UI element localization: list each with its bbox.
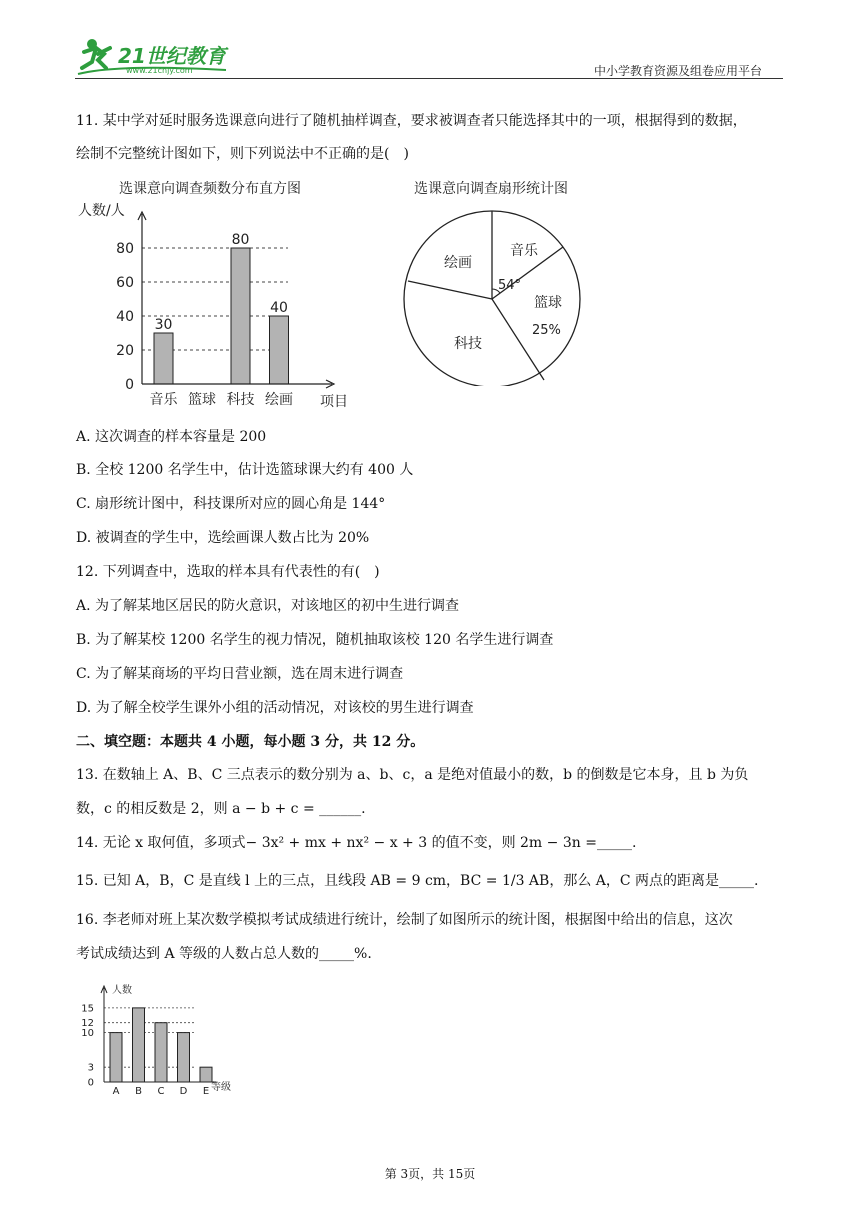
pie-title: 选课意向调查扇形统计图 bbox=[414, 181, 568, 197]
histogram-ylabel: 人数/人 bbox=[78, 203, 125, 219]
q15-text: 15. 已知 A，B，C 是直线 l 上的三点，且线段 AB = 9 cm，BC = 1/3 AB，那么 A，C 两点的距离是_____. bbox=[76, 873, 759, 889]
grade-chart-bar bbox=[178, 1033, 190, 1082]
histogram-bar bbox=[231, 248, 250, 384]
q12-option-d: D. 为了解全校学生课外小组的活动情况，对该校的男生进行调查 bbox=[76, 700, 474, 716]
q16-line1: 16. 李老师对班上某次数学模拟考试成绩进行统计，绘制了如图所示的统计图，根据图中给出的信息，这次 bbox=[76, 912, 733, 928]
pie-label-basketball: 篮球 bbox=[534, 295, 562, 311]
histogram-yticks bbox=[116, 241, 134, 393]
pie-slice-border-bottom bbox=[492, 299, 544, 380]
histogram-ytick-label: 40 bbox=[116, 309, 134, 325]
grade-chart-xlabel: 等级 bbox=[211, 1082, 231, 1093]
pie-angle-label: 54° bbox=[498, 278, 522, 293]
grade-chart-bar bbox=[155, 1023, 167, 1082]
histogram-xlabel: 项目 bbox=[320, 394, 348, 410]
pie-label-music: 音乐 bbox=[510, 243, 538, 259]
histogram-ytick-label: 0 bbox=[125, 377, 134, 393]
grade-chart-bar bbox=[200, 1067, 212, 1082]
histogram-data-label: 30 bbox=[154, 317, 173, 333]
pie-slice-border-left bbox=[408, 281, 492, 299]
grade-bar-chart bbox=[76, 978, 246, 1098]
q11-stem-line2: 绘制不完整统计图如下，则下列说法中不正确的是( ) bbox=[76, 146, 409, 162]
grade-chart-category-label: C bbox=[157, 1086, 165, 1097]
histogram-category-label: 科技 bbox=[226, 392, 255, 408]
grade-chart-bar bbox=[110, 1033, 122, 1082]
q14-text: 14. 无论 x 取何值，多项式− 3x² + mx + nx² − x + 3 的值不变，则 2m − 3n =_____. bbox=[76, 835, 637, 851]
histogram-data-label: 40 bbox=[270, 300, 288, 316]
q11-option-b: B. 全校 1200 名学生中，估计选篮球课大约有 400 人 bbox=[76, 462, 414, 478]
grade-chart-bars bbox=[110, 1008, 212, 1082]
histogram-category-label: 绘画 bbox=[265, 392, 293, 408]
grade-chart-category-label: E bbox=[202, 1086, 210, 1097]
header-divider bbox=[75, 78, 783, 79]
platform-title: 中小学教育资源及组卷应用平台 bbox=[594, 64, 763, 78]
logo-url-text: www.21cnjy.com bbox=[126, 66, 193, 75]
section-2-heading: 二、填空题：本题共 4 小题，每小题 3 分，共 12 分。 bbox=[76, 734, 425, 750]
grade-chart-ytick-label: 15 bbox=[81, 1003, 94, 1015]
grade-chart-category-label: B bbox=[135, 1086, 142, 1097]
histogram-categories bbox=[150, 391, 294, 408]
histogram-bar bbox=[270, 316, 289, 384]
grade-chart-ylabel: 人数 bbox=[112, 985, 132, 996]
q12-stem: 12. 下列调查中，选取的样本具有代表性的有( ) bbox=[76, 564, 380, 580]
pie-label-painting: 绘画 bbox=[444, 255, 472, 271]
q12-option-a: A. 为了解某地区居民的防火意识，对该地区的初中生进行调查 bbox=[76, 598, 460, 614]
q11-option-a: A. 这次调查的样本容量是 200 bbox=[76, 429, 267, 445]
q12-option-c: C. 为了解某商场的平均日营业额，选在周末进行调查 bbox=[76, 666, 404, 682]
histogram-category-label: 音乐 bbox=[149, 392, 178, 408]
histogram-bar bbox=[154, 333, 173, 384]
histogram-category-label: 篮球 bbox=[188, 392, 216, 408]
grade-chart-categories bbox=[113, 1086, 210, 1097]
q12-option-b: B. 为了解某校 1200 名学生的视力情况，随机抽取该校 120 名学生进行调查 bbox=[76, 632, 554, 648]
q11-option-c: C. 扇形统计图中，科技课所对应的圆心角是 144° bbox=[76, 496, 386, 512]
grade-chart-ytick-label: 10 bbox=[81, 1028, 94, 1040]
q13-line2: 数，c 的相反数是 2，则 a − b + c = ______. bbox=[76, 801, 366, 817]
histogram-title: 选课意向调查频数分布直方图 bbox=[119, 181, 301, 197]
histogram-ytick-label: 60 bbox=[116, 275, 134, 291]
grade-chart-category-label: D bbox=[179, 1086, 188, 1097]
q11-stem-line1: 11. 某中学对延时服务选课意向进行了随机抽样调查，要求被调查者只能选择其中的一项，根据得到的数据， bbox=[76, 113, 747, 129]
q16-line2: 考试成绩达到 A 等级的人数占总人数的_____%. bbox=[76, 946, 372, 962]
histogram-data-label: 80 bbox=[231, 232, 250, 248]
pie-percent-label: 25% bbox=[532, 323, 561, 338]
histogram-ytick-label: 20 bbox=[116, 343, 134, 359]
grade-chart-yticks bbox=[81, 1003, 94, 1088]
q13-line1: 13. 在数轴上 A、B、C 三点表示的数分别为 a、b、c，a 是绝对值最小的数，b 的倒数是它本身，且 b 为负 bbox=[76, 767, 749, 783]
histogram-ytick-label: 80 bbox=[116, 241, 134, 257]
grade-chart-bar bbox=[133, 1008, 145, 1082]
grade-chart-ytick-label: 0 bbox=[87, 1077, 94, 1089]
pie-chart bbox=[400, 176, 610, 386]
grade-chart-ytick-label: 3 bbox=[87, 1062, 94, 1074]
logo-main-text: 21世纪教育 bbox=[118, 44, 226, 68]
pie-label-tech: 科技 bbox=[454, 336, 482, 352]
q11-option-d: D. 被调查的学生中，选绘画课人数占比为 20% bbox=[76, 530, 370, 546]
grade-chart-ytick-label: 12 bbox=[81, 1018, 94, 1030]
histogram-chart bbox=[76, 176, 366, 412]
page-footer: 第 3页，共 15页 bbox=[384, 1167, 476, 1181]
grade-chart-category-label: A bbox=[112, 1086, 120, 1097]
